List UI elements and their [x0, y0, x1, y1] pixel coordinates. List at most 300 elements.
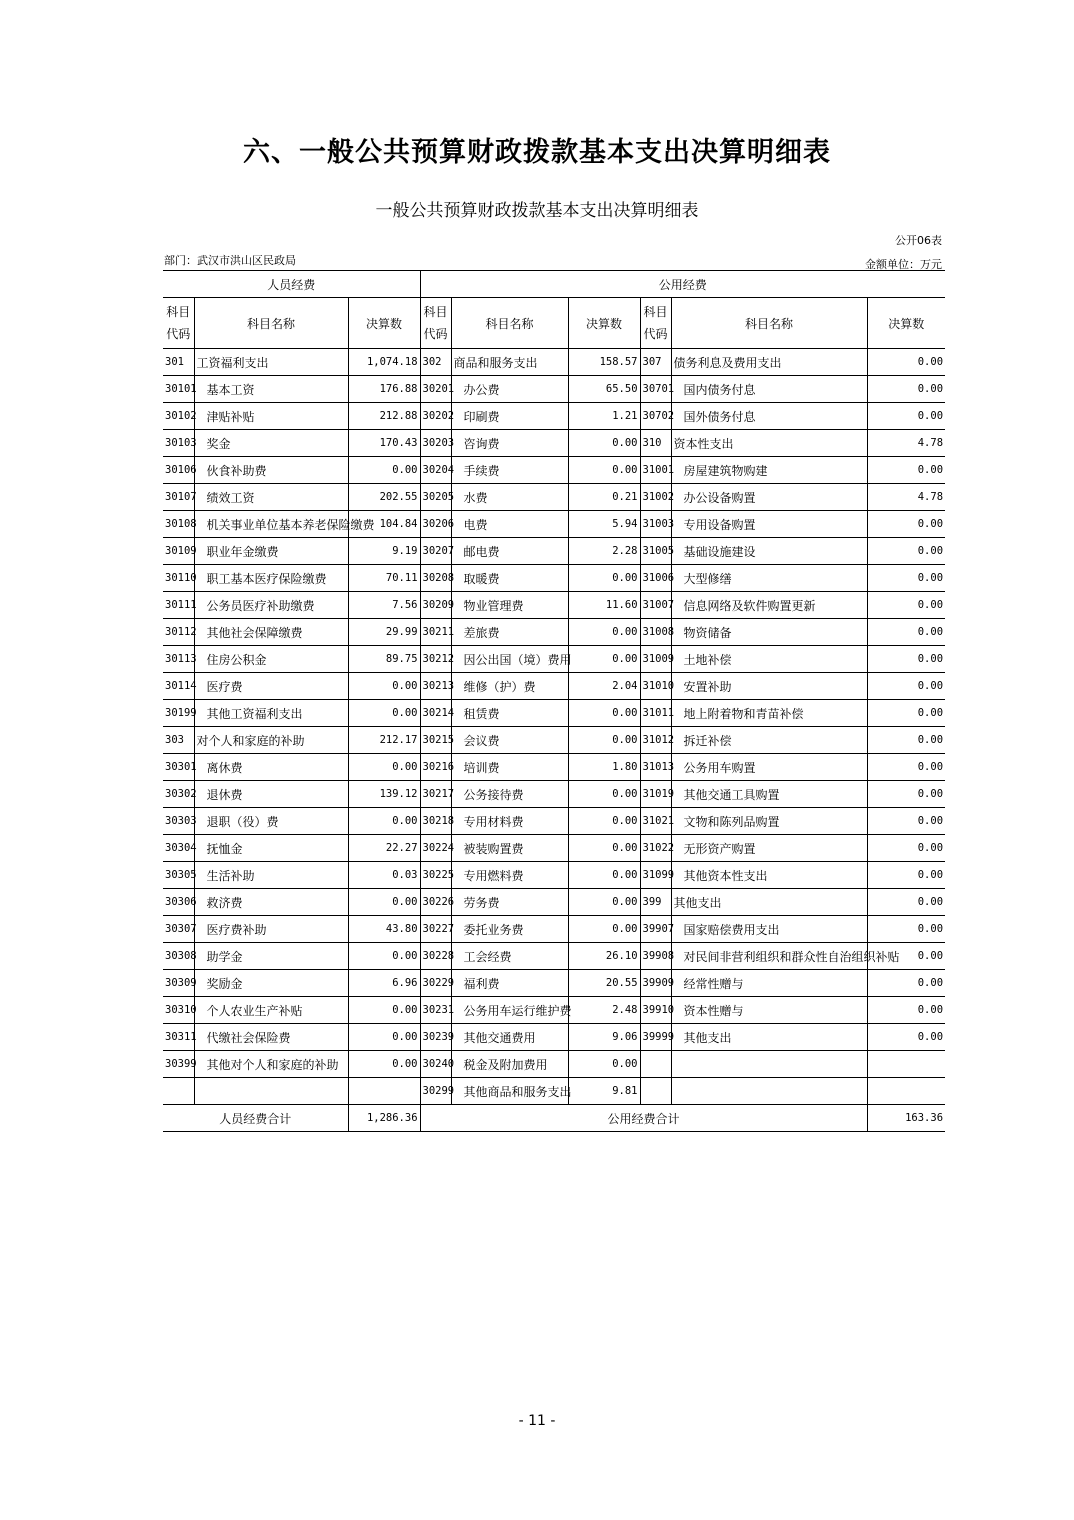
personnel-code-cell: 30302 — [163, 781, 194, 808]
capital-amount-cell: 0.00 — [867, 538, 945, 565]
capital-amount-cell: 0.00 — [867, 376, 945, 403]
personnel-amount-cell: 29.99 — [348, 619, 420, 646]
goods-code-cell: 30214 — [420, 700, 451, 727]
personnel-name-cell: 医疗费补助 — [194, 916, 348, 943]
capital-name-cell: 办公设备购置 — [671, 484, 867, 511]
goods-code-cell: 30204 — [420, 457, 451, 484]
personnel-code-cell: 30114 — [163, 673, 194, 700]
table-row — [163, 511, 945, 538]
capital-amount-cell: 0.00 — [867, 727, 945, 754]
goods-code-cell: 30226 — [420, 889, 451, 916]
goods-code-cell: 30240 — [420, 1051, 451, 1078]
goods-code-cell: 30205 — [420, 484, 451, 511]
goods-amount-cell: 1.21 — [568, 403, 640, 430]
table-row — [163, 403, 945, 430]
goods-name-cell: 福利费 — [451, 970, 568, 997]
personnel-name-cell: 公务员医疗补助缴费 — [194, 592, 348, 619]
personnel-code-cell: 30110 — [163, 565, 194, 592]
capital-name-cell: 土地补偿 — [671, 646, 867, 673]
personnel-code-cell: 30112 — [163, 619, 194, 646]
column-header-row — [163, 298, 945, 349]
personnel-name-cell: 其他对个人和家庭的补助 — [194, 1051, 348, 1078]
goods-amount-cell: 5.94 — [568, 511, 640, 538]
goods-code-cell: 30218 — [420, 808, 451, 835]
goods-amount-cell: 2.48 — [568, 997, 640, 1024]
goods-amount-cell: 0.00 — [568, 727, 640, 754]
personnel-name-cell: 绩效工资 — [194, 484, 348, 511]
personnel-name-cell: 其他社会保障缴费 — [194, 619, 348, 646]
capital-code-cell: 39910 — [640, 997, 671, 1024]
capital-amount-cell: 0.00 — [867, 943, 945, 970]
personnel-name-cell: 代缴社会保险费 — [194, 1024, 348, 1051]
personnel-amount-cell: 170.43 — [348, 430, 420, 457]
goods-code-cell: 30229 — [420, 970, 451, 997]
goods-code-cell: 30217 — [420, 781, 451, 808]
personnel-code-cell: 30309 — [163, 970, 194, 997]
personnel-code-cell: 30301 — [163, 754, 194, 781]
personnel-name-cell: 伙食补助费 — [194, 457, 348, 484]
capital-code-cell: 31012 — [640, 727, 671, 754]
goods-amount-cell: 2.04 — [568, 673, 640, 700]
personnel-amount-cell: 0.00 — [348, 457, 420, 484]
goods-amount-cell: 26.10 — [568, 943, 640, 970]
capital-code-cell: 39909 — [640, 970, 671, 997]
goods-code-cell: 30299 — [420, 1078, 451, 1105]
personnel-name-cell: 助学金 — [194, 943, 348, 970]
goods-name-cell: 税金及附加费用 — [451, 1051, 568, 1078]
goods-name-cell: 咨询费 — [451, 430, 568, 457]
personnel-code-cell: 30303 — [163, 808, 194, 835]
goods-amount-cell: 0.00 — [568, 1051, 640, 1078]
personnel-code-cell: 30107 — [163, 484, 194, 511]
personnel-name-cell: 基本工资 — [194, 376, 348, 403]
personnel-code-cell: 30305 — [163, 862, 194, 889]
capital-amount-cell: 0.00 — [867, 646, 945, 673]
capital-amount-cell — [867, 1078, 945, 1105]
personnel-amount-cell: 7.56 — [348, 592, 420, 619]
personnel-code-cell: 30199 — [163, 700, 194, 727]
personnel-name-cell: 离休费 — [194, 754, 348, 781]
personnel-amount-cell: 43.80 — [348, 916, 420, 943]
personnel-name-cell: 职业年金缴费 — [194, 538, 348, 565]
capital-name-cell: 经常性赠与 — [671, 970, 867, 997]
personnel-amount-cell: 139.12 — [348, 781, 420, 808]
personnel-amount-cell: 9.19 — [348, 538, 420, 565]
personnel-name-cell — [194, 1078, 348, 1105]
goods-code-cell: 30224 — [420, 835, 451, 862]
capital-name-cell: 无形资产购置 — [671, 835, 867, 862]
personnel-name-cell: 医疗费 — [194, 673, 348, 700]
goods-amount-cell: 0.00 — [568, 889, 640, 916]
goods-name-cell: 公务接待费 — [451, 781, 568, 808]
goods-name-cell: 物业管理费 — [451, 592, 568, 619]
personnel-name-cell: 退职（役）费 — [194, 808, 348, 835]
capital-amount-cell: 0.00 — [867, 916, 945, 943]
capital-name-cell: 文物和陈列品购置 — [671, 808, 867, 835]
goods-name-cell: 维修（护）费 — [451, 673, 568, 700]
goods-name-cell: 邮电费 — [451, 538, 568, 565]
goods-name-cell: 商品和服务支出 — [451, 349, 568, 376]
goods-name-cell: 委托业务费 — [451, 916, 568, 943]
personnel-name-cell: 退休费 — [194, 781, 348, 808]
capital-name-cell: 对民间非营利组织和群众性自治组织补贴 — [671, 943, 867, 970]
personnel-code-cell: 30102 — [163, 403, 194, 430]
goods-code-cell: 30212 — [420, 646, 451, 673]
personnel-name-cell: 住房公积金 — [194, 646, 348, 673]
goods-amount-cell: 0.00 — [568, 430, 640, 457]
capital-code-cell: 31013 — [640, 754, 671, 781]
table-row — [163, 835, 945, 862]
table-row — [163, 754, 945, 781]
goods-amount-cell: 2.28 — [568, 538, 640, 565]
personnel-amount-cell: 0.00 — [348, 1024, 420, 1051]
capital-code-cell: 31008 — [640, 619, 671, 646]
name-header: 科目名称 — [194, 298, 348, 349]
goods-code-cell: 30209 — [420, 592, 451, 619]
goods-code-cell: 30206 — [420, 511, 451, 538]
goods-amount-cell: 0.21 — [568, 484, 640, 511]
capital-amount-cell: 4.78 — [867, 484, 945, 511]
personnel-name-cell: 奖励金 — [194, 970, 348, 997]
goods-name-cell: 电费 — [451, 511, 568, 538]
personnel-name-cell: 抚恤金 — [194, 835, 348, 862]
personnel-total-value: 1,286.36 — [348, 1105, 420, 1132]
table-row — [163, 862, 945, 889]
goods-name-cell: 租赁费 — [451, 700, 568, 727]
capital-amount-cell: 0.00 — [867, 592, 945, 619]
capital-code-cell: 31009 — [640, 646, 671, 673]
amount-header: 决算数 — [348, 298, 420, 349]
personnel-code-cell: 30307 — [163, 916, 194, 943]
goods-code-cell: 30213 — [420, 673, 451, 700]
personnel-name-cell: 其他工资福利支出 — [194, 700, 348, 727]
goods-name-cell: 被装购置费 — [451, 835, 568, 862]
table-row — [163, 430, 945, 457]
goods-code-cell: 30202 — [420, 403, 451, 430]
goods-amount-cell: 0.00 — [568, 916, 640, 943]
table-row — [163, 673, 945, 700]
capital-amount-cell: 0.00 — [867, 808, 945, 835]
goods-name-cell: 专用材料费 — [451, 808, 568, 835]
personnel-amount-cell: 0.00 — [348, 943, 420, 970]
capital-code-cell: 31011 — [640, 700, 671, 727]
personnel-amount-cell: 212.88 — [348, 403, 420, 430]
capital-name-cell: 信息网络及软件购置更新 — [671, 592, 867, 619]
goods-name-cell: 水费 — [451, 484, 568, 511]
goods-code-cell: 302 — [420, 349, 451, 376]
personnel-group-header: 人员经费 — [163, 271, 420, 298]
goods-code-cell: 30215 — [420, 727, 451, 754]
personnel-amount-cell: 0.00 — [348, 808, 420, 835]
table-row — [163, 376, 945, 403]
expenditure-detail-table — [163, 270, 945, 1132]
table-row — [163, 565, 945, 592]
goods-amount-cell: 0.00 — [568, 619, 640, 646]
capital-name-cell: 公务用车购置 — [671, 754, 867, 781]
goods-name-cell: 其他商品和服务支出 — [451, 1078, 568, 1105]
personnel-name-cell: 对个人和家庭的补助 — [194, 727, 348, 754]
personnel-code-cell: 30113 — [163, 646, 194, 673]
personnel-code-cell: 301 — [163, 349, 194, 376]
personnel-total-label: 人员经费合计 — [163, 1105, 348, 1132]
table-row — [163, 916, 945, 943]
capital-code-cell — [640, 1078, 671, 1105]
goods-amount-cell: 11.60 — [568, 592, 640, 619]
capital-name-cell: 其他交通工具购置 — [671, 781, 867, 808]
public-group-header: 公用经费 — [420, 271, 945, 298]
page-title: 六、一般公共预算财政拨款基本支出决算明细表 — [243, 137, 831, 168]
goods-amount-cell: 0.00 — [568, 565, 640, 592]
capital-amount-cell: 0.00 — [867, 700, 945, 727]
capital-name-cell: 地上附着物和青苗补偿 — [671, 700, 867, 727]
capital-name-cell — [671, 1051, 867, 1078]
goods-name-cell: 劳务费 — [451, 889, 568, 916]
goods-code-cell: 30239 — [420, 1024, 451, 1051]
capital-amount-cell: 0.00 — [867, 970, 945, 997]
personnel-code-cell: 30311 — [163, 1024, 194, 1051]
capital-amount-cell: 4.78 — [867, 430, 945, 457]
capital-code-cell: 30701 — [640, 376, 671, 403]
capital-amount-cell: 0.00 — [867, 862, 945, 889]
personnel-amount-cell: 0.00 — [348, 1051, 420, 1078]
capital-name-cell: 资本性赠与 — [671, 997, 867, 1024]
form-number: 公开06表 — [895, 234, 942, 247]
personnel-amount-cell: 0.00 — [348, 889, 420, 916]
goods-code-cell: 30211 — [420, 619, 451, 646]
page-number: - 11 - — [518, 1413, 556, 1429]
table-row — [163, 646, 945, 673]
personnel-code-cell: 30308 — [163, 943, 194, 970]
goods-amount-cell: 0.00 — [568, 862, 640, 889]
amount-header: 决算数 — [867, 298, 945, 349]
capital-code-cell: 31005 — [640, 538, 671, 565]
capital-amount-cell: 0.00 — [867, 511, 945, 538]
goods-code-cell: 30231 — [420, 997, 451, 1024]
capital-name-cell: 房屋建筑物购建 — [671, 457, 867, 484]
personnel-code-cell: 30306 — [163, 889, 194, 916]
personnel-name-cell: 工资福利支出 — [194, 349, 348, 376]
capital-amount-cell: 0.00 — [867, 889, 945, 916]
personnel-code-cell: 30106 — [163, 457, 194, 484]
goods-amount-cell: 0.00 — [568, 781, 640, 808]
capital-name-cell: 安置补助 — [671, 673, 867, 700]
capital-name-cell: 基础设施建设 — [671, 538, 867, 565]
goods-code-cell: 30227 — [420, 916, 451, 943]
capital-code-cell: 31001 — [640, 457, 671, 484]
capital-code-cell: 31002 — [640, 484, 671, 511]
capital-amount-cell — [867, 1051, 945, 1078]
personnel-code-cell: 30111 — [163, 592, 194, 619]
capital-code-cell: 307 — [640, 349, 671, 376]
capital-name-cell: 其他支出 — [671, 1024, 867, 1051]
personnel-amount-cell: 89.75 — [348, 646, 420, 673]
group-header-row — [163, 271, 945, 298]
personnel-name-cell: 奖金 — [194, 430, 348, 457]
goods-name-cell: 其他交通费用 — [451, 1024, 568, 1051]
goods-code-cell: 30203 — [420, 430, 451, 457]
table-row — [163, 349, 945, 376]
goods-name-cell: 取暖费 — [451, 565, 568, 592]
amount-unit: 金额单位：万元 — [865, 258, 942, 271]
goods-name-cell: 手续费 — [451, 457, 568, 484]
table-row — [163, 727, 945, 754]
personnel-amount-cell: 0.00 — [348, 997, 420, 1024]
capital-amount-cell: 0.00 — [867, 781, 945, 808]
capital-name-cell: 其他支出 — [671, 889, 867, 916]
goods-name-cell: 因公出国（境）费用 — [451, 646, 568, 673]
goods-code-cell: 30228 — [420, 943, 451, 970]
totals-row — [163, 1105, 945, 1132]
goods-name-cell: 专用燃料费 — [451, 862, 568, 889]
goods-name-cell: 工会经费 — [451, 943, 568, 970]
goods-amount-cell: 20.55 — [568, 970, 640, 997]
personnel-name-cell: 机关事业单位基本养老保险缴费 — [194, 511, 348, 538]
capital-amount-cell: 0.00 — [867, 403, 945, 430]
capital-name-cell: 资本性支出 — [671, 430, 867, 457]
personnel-amount-cell: 0.03 — [348, 862, 420, 889]
capital-code-cell: 31007 — [640, 592, 671, 619]
goods-name-cell: 印刷费 — [451, 403, 568, 430]
personnel-amount-cell: 104.84 — [348, 511, 420, 538]
capital-code-cell: 31006 — [640, 565, 671, 592]
personnel-name-cell: 津贴补贴 — [194, 403, 348, 430]
goods-amount-cell: 0.00 — [568, 700, 640, 727]
amount-header: 决算数 — [568, 298, 640, 349]
goods-amount-cell: 65.50 — [568, 376, 640, 403]
goods-amount-cell: 0.00 — [568, 835, 640, 862]
personnel-code-cell: 30108 — [163, 511, 194, 538]
personnel-name-cell: 生活补助 — [194, 862, 348, 889]
table-row — [163, 889, 945, 916]
capital-code-cell: 30702 — [640, 403, 671, 430]
table-row — [163, 619, 945, 646]
goods-amount-cell: 0.00 — [568, 457, 640, 484]
name-header: 科目名称 — [451, 298, 568, 349]
table-row — [163, 1024, 945, 1051]
goods-name-cell: 差旅费 — [451, 619, 568, 646]
capital-amount-cell: 0.00 — [867, 457, 945, 484]
goods-amount-cell: 0.00 — [568, 646, 640, 673]
capital-code-cell: 31010 — [640, 673, 671, 700]
capital-amount-cell: 0.00 — [867, 835, 945, 862]
table-row — [163, 781, 945, 808]
personnel-amount-cell: 212.17 — [348, 727, 420, 754]
capital-name-cell: 其他资本性支出 — [671, 862, 867, 889]
capital-amount-cell: 0.00 — [867, 673, 945, 700]
capital-amount-cell: 0.00 — [867, 619, 945, 646]
public-total-label: 公用经费合计 — [420, 1105, 867, 1132]
personnel-name-cell: 救济费 — [194, 889, 348, 916]
table-row — [163, 700, 945, 727]
personnel-code-cell: 30310 — [163, 997, 194, 1024]
capital-code-cell: 31099 — [640, 862, 671, 889]
goods-amount-cell: 1.80 — [568, 754, 640, 781]
personnel-code-cell: 30304 — [163, 835, 194, 862]
capital-code-cell: 31021 — [640, 808, 671, 835]
goods-amount-cell: 0.00 — [568, 808, 640, 835]
goods-amount-cell: 9.81 — [568, 1078, 640, 1105]
capital-amount-cell: 0.00 — [867, 565, 945, 592]
table-row — [163, 1078, 945, 1105]
capital-code-cell: 399 — [640, 889, 671, 916]
personnel-amount-cell: 1,074.18 — [348, 349, 420, 376]
table-row — [163, 1051, 945, 1078]
personnel-code-cell: 30101 — [163, 376, 194, 403]
personnel-amount-cell — [348, 1078, 420, 1105]
capital-amount-cell: 0.00 — [867, 754, 945, 781]
capital-name-cell: 拆迁补偿 — [671, 727, 867, 754]
capital-amount-cell: 0.00 — [867, 349, 945, 376]
goods-code-cell: 30207 — [420, 538, 451, 565]
table-row — [163, 997, 945, 1024]
table-row — [163, 484, 945, 511]
goods-code-cell: 30208 — [420, 565, 451, 592]
capital-code-cell: 31022 — [640, 835, 671, 862]
goods-name-cell: 培训费 — [451, 754, 568, 781]
capital-name-cell: 大型修缮 — [671, 565, 867, 592]
capital-name-cell: 物资储备 — [671, 619, 867, 646]
goods-code-cell: 30225 — [420, 862, 451, 889]
personnel-name-cell: 个人农业生产补贴 — [194, 997, 348, 1024]
capital-code-cell: 310 — [640, 430, 671, 457]
code-header: 科目代码 — [163, 298, 194, 349]
personnel-amount-cell: 0.00 — [348, 673, 420, 700]
capital-code-cell: 39999 — [640, 1024, 671, 1051]
personnel-amount-cell: 22.27 — [348, 835, 420, 862]
goods-name-cell: 公务用车运行维护费 — [451, 997, 568, 1024]
capital-code-cell: 31019 — [640, 781, 671, 808]
capital-name-cell — [671, 1078, 867, 1105]
capital-name-cell: 专用设备购置 — [671, 511, 867, 538]
capital-code-cell: 39907 — [640, 916, 671, 943]
capital-name-cell: 国家赔偿费用支出 — [671, 916, 867, 943]
personnel-amount-cell: 0.00 — [348, 754, 420, 781]
table-row — [163, 970, 945, 997]
department-label: 部门：武汉市洪山区民政局 — [164, 254, 296, 267]
capital-amount-cell: 0.00 — [867, 1024, 945, 1051]
capital-code-cell: 39908 — [640, 943, 671, 970]
personnel-code-cell: 30109 — [163, 538, 194, 565]
goods-code-cell: 30201 — [420, 376, 451, 403]
goods-name-cell: 会议费 — [451, 727, 568, 754]
personnel-amount-cell: 202.55 — [348, 484, 420, 511]
capital-code-cell: 31003 — [640, 511, 671, 538]
code-header: 科目代码 — [640, 298, 671, 349]
capital-code-cell — [640, 1051, 671, 1078]
capital-name-cell: 国外债务付息 — [671, 403, 867, 430]
table-row — [163, 538, 945, 565]
personnel-amount-cell: 0.00 — [348, 700, 420, 727]
personnel-code-cell: 30399 — [163, 1051, 194, 1078]
personnel-amount-cell: 70.11 — [348, 565, 420, 592]
personnel-code-cell — [163, 1078, 194, 1105]
table-row — [163, 457, 945, 484]
goods-amount-cell: 9.06 — [568, 1024, 640, 1051]
capital-name-cell: 国内债务付息 — [671, 376, 867, 403]
table-row — [163, 808, 945, 835]
personnel-code-cell: 303 — [163, 727, 194, 754]
goods-amount-cell: 158.57 — [568, 349, 640, 376]
public-total-value: 163.36 — [867, 1105, 945, 1132]
personnel-name-cell: 职工基本医疗保险缴费 — [194, 565, 348, 592]
goods-code-cell: 30216 — [420, 754, 451, 781]
personnel-code-cell: 30103 — [163, 430, 194, 457]
goods-name-cell: 办公费 — [451, 376, 568, 403]
table-subtitle: 一般公共预算财政拨款基本支出决算明细表 — [375, 201, 699, 221]
table-row — [163, 943, 945, 970]
capital-amount-cell: 0.00 — [867, 997, 945, 1024]
capital-name-cell: 债务利息及费用支出 — [671, 349, 867, 376]
